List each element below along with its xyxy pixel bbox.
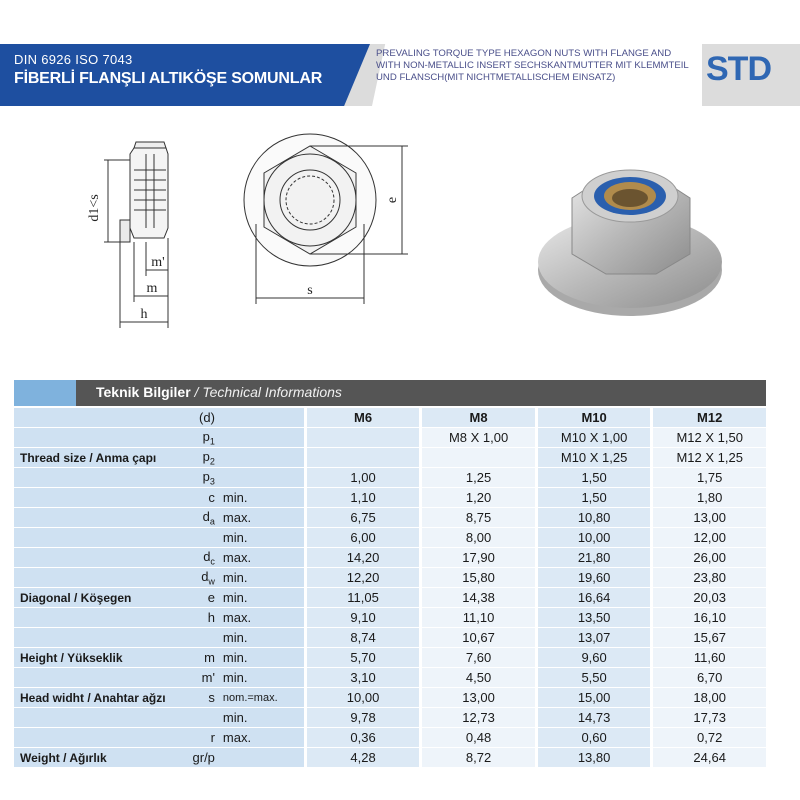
row-limit: min. — [219, 628, 305, 648]
row-limit: max. — [219, 728, 305, 748]
product-alt-names: PREVALING TORQUE TYPE HEXAGON NUTS WITH FLANGE AND WITH NON-METALLIC INSERT SECHSKANTMUTTER MIT KLEMMTEIL UND FLANSCH(MIT NICHTMETALLISCHEM EINSATZ) — [376, 48, 689, 83]
nut-photo — [520, 150, 740, 330]
row-value: 6,75 — [305, 508, 421, 528]
row-symbol: m — [172, 648, 219, 668]
table-row — [14, 488, 766, 508]
row-value: 11,05 — [305, 588, 421, 608]
row-limit: max. — [219, 548, 305, 568]
row-value: 4,50 — [421, 668, 537, 688]
row-value: 1,20 — [421, 488, 537, 508]
row-value: 10,67 — [421, 628, 537, 648]
table-row — [14, 448, 766, 468]
row-label — [14, 528, 172, 548]
row-value: 4,28 — [305, 748, 421, 768]
size-m12: M12 — [652, 408, 766, 428]
row-value: 0,60 — [536, 728, 652, 748]
row-limit: max. — [219, 508, 305, 528]
row-value: 15,67 — [652, 628, 766, 648]
row-value: 12,00 — [652, 528, 766, 548]
label-m: m — [146, 281, 158, 296]
row-limit — [219, 748, 305, 768]
label-e: e — [385, 196, 400, 204]
table-row — [14, 748, 766, 768]
row-value: 5,70 — [305, 648, 421, 668]
row-symbol: c — [172, 488, 219, 508]
row-value: 11,10 — [421, 608, 537, 628]
row-symbol: gr/p — [172, 748, 219, 768]
row-symbol — [172, 708, 219, 728]
row-limit: nom.=max. — [219, 688, 305, 708]
table-row — [14, 548, 766, 568]
row-value: 18,00 — [652, 688, 766, 708]
row-value: 11,60 — [652, 648, 766, 668]
row-value: 12,20 — [305, 568, 421, 588]
row-value: 6,00 — [305, 528, 421, 548]
product-title: FİBERLİ FLANŞLI ALTIKÖŞE SOMUNLAR — [14, 70, 323, 87]
table-section-header — [14, 380, 766, 406]
table-row — [14, 608, 766, 628]
row-symbol: e — [172, 588, 219, 608]
row-value: 5,50 — [536, 668, 652, 688]
section-accent — [14, 380, 76, 406]
table-row — [14, 648, 766, 668]
table-row — [14, 728, 766, 748]
row-value — [305, 448, 421, 468]
row-value: 24,64 — [652, 748, 766, 768]
table-row — [14, 628, 766, 648]
table-row — [14, 508, 766, 528]
row-symbol: $d_a$ — [172, 508, 219, 528]
row-label: Thread size / Anma çapı — [14, 448, 172, 468]
row-value: 14,20 — [305, 548, 421, 568]
row-label — [14, 608, 172, 628]
row-value — [305, 428, 421, 448]
row-value: 8,74 — [305, 628, 421, 648]
row-label: Weight / Ağırlık — [14, 748, 172, 768]
row-value: 13,80 — [536, 748, 652, 768]
row-value: 1,80 — [652, 488, 766, 508]
side-view-drawing — [87, 130, 200, 350]
table-row — [14, 708, 766, 728]
row-label — [14, 728, 172, 748]
row-value: 13,00 — [652, 508, 766, 528]
row-symbol: r — [172, 728, 219, 748]
row-value: 17,73 — [652, 708, 766, 728]
row-value: 13,50 — [536, 608, 652, 628]
row-value: 0,72 — [652, 728, 766, 748]
row-value: 8,00 — [421, 528, 537, 548]
row-value: 10,00 — [305, 688, 421, 708]
row-limit: min. — [219, 528, 305, 548]
row-value: 19,60 — [536, 568, 652, 588]
row-label — [14, 468, 172, 488]
row-symbol: h — [172, 608, 219, 628]
row-label — [14, 548, 172, 568]
table-row — [14, 468, 766, 488]
row-limit: min. — [219, 708, 305, 728]
row-value: M10 X 1,00 — [536, 428, 652, 448]
table-row — [14, 688, 766, 708]
row-label — [14, 708, 172, 728]
row-limit — [219, 448, 305, 468]
table-row — [14, 528, 766, 548]
row-value: 9,60 — [536, 648, 652, 668]
row-value: 0,36 — [305, 728, 421, 748]
row-value: 20,03 — [652, 588, 766, 608]
row-value: 17,90 — [421, 548, 537, 568]
row-value: 6,70 — [652, 668, 766, 688]
row-symbol — [172, 628, 219, 648]
row-value: 0,48 — [421, 728, 537, 748]
row-label — [14, 488, 172, 508]
row-label — [14, 508, 172, 528]
header-symbol: (d) — [172, 408, 219, 428]
size-m8: M8 — [421, 408, 537, 428]
size-m6: M6 — [305, 408, 421, 428]
row-label — [14, 628, 172, 648]
table-row — [14, 588, 766, 608]
row-symbol: $p_2$ — [172, 448, 219, 468]
row-limit: min. — [219, 668, 305, 688]
row-value: 8,72 — [421, 748, 537, 768]
row-limit: min. — [219, 648, 305, 668]
row-symbol — [172, 528, 219, 548]
row-value: 16,10 — [652, 608, 766, 628]
section-title — [96, 384, 342, 400]
row-value: 12,73 — [421, 708, 537, 728]
row-limit: min. — [219, 568, 305, 588]
row-value: 7,60 — [421, 648, 537, 668]
row-value: 10,00 — [536, 528, 652, 548]
label-d1s: d1<s — [87, 194, 102, 222]
label-h: h — [140, 307, 148, 322]
row-value: 1,50 — [536, 488, 652, 508]
table-row — [14, 428, 766, 448]
top-view-drawing — [230, 128, 420, 308]
row-symbol: $d_w$ — [172, 568, 219, 588]
row-label: Height / Yükseklik — [14, 648, 172, 668]
row-value: 13,07 — [536, 628, 652, 648]
row-value: 10,80 — [536, 508, 652, 528]
label-s: s — [307, 283, 313, 298]
row-value: 15,00 — [536, 688, 652, 708]
row-label: Head widht / Anahtar ağzı — [14, 688, 172, 708]
row-limit — [219, 468, 305, 488]
row-value: 1,00 — [305, 468, 421, 488]
row-label — [14, 568, 172, 588]
row-value: 3,10 — [305, 668, 421, 688]
row-value: 1,10 — [305, 488, 421, 508]
row-value: 9,78 — [305, 708, 421, 728]
row-value: 23,80 — [652, 568, 766, 588]
row-value: 8,75 — [421, 508, 537, 528]
row-symbol: m' — [172, 668, 219, 688]
row-symbol: s — [172, 688, 219, 708]
row-limit — [219, 428, 305, 448]
section-title-en: / Technical Informations — [190, 384, 342, 400]
section-title-tr: Teknik Bilgiler — [96, 384, 191, 400]
row-value: 14,73 — [536, 708, 652, 728]
row-value: 14,38 — [421, 588, 537, 608]
row-value — [421, 448, 537, 468]
row-value: 13,00 — [421, 688, 537, 708]
technical-table — [14, 408, 766, 768]
row-value: 9,10 — [305, 608, 421, 628]
row-label — [14, 428, 172, 448]
row-label: Diagonal / Köşegen — [14, 588, 172, 608]
row-value: 26,00 — [652, 548, 766, 568]
table-row — [14, 668, 766, 688]
row-value: M10 X 1,25 — [536, 448, 652, 468]
row-value: 15,80 — [421, 568, 537, 588]
row-value: 1,25 — [421, 468, 537, 488]
label-m-prime: m' — [151, 255, 165, 270]
row-value: M12 X 1,25 — [652, 448, 766, 468]
row-value: M8 X 1,00 — [421, 428, 537, 448]
row-limit: min. — [219, 488, 305, 508]
row-value: 21,80 — [536, 548, 652, 568]
size-m10: M10 — [536, 408, 652, 428]
header-banner — [0, 44, 800, 106]
row-limit: max. — [219, 608, 305, 628]
row-symbol: $p_1$ — [172, 428, 219, 448]
row-value: M12 X 1,50 — [652, 428, 766, 448]
row-label — [14, 668, 172, 688]
row-value: 16,64 — [536, 588, 652, 608]
row-value: 1,75 — [652, 468, 766, 488]
std-logo: STD — [706, 50, 771, 88]
table-row — [14, 568, 766, 588]
standard-code: DIN 6926 ISO 7043 — [14, 52, 133, 67]
row-limit: min. — [219, 588, 305, 608]
table-header-row — [14, 408, 766, 428]
row-value: 1,50 — [536, 468, 652, 488]
row-symbol: $p_3$ — [172, 468, 219, 488]
row-symbol: $d_c$ — [172, 548, 219, 568]
